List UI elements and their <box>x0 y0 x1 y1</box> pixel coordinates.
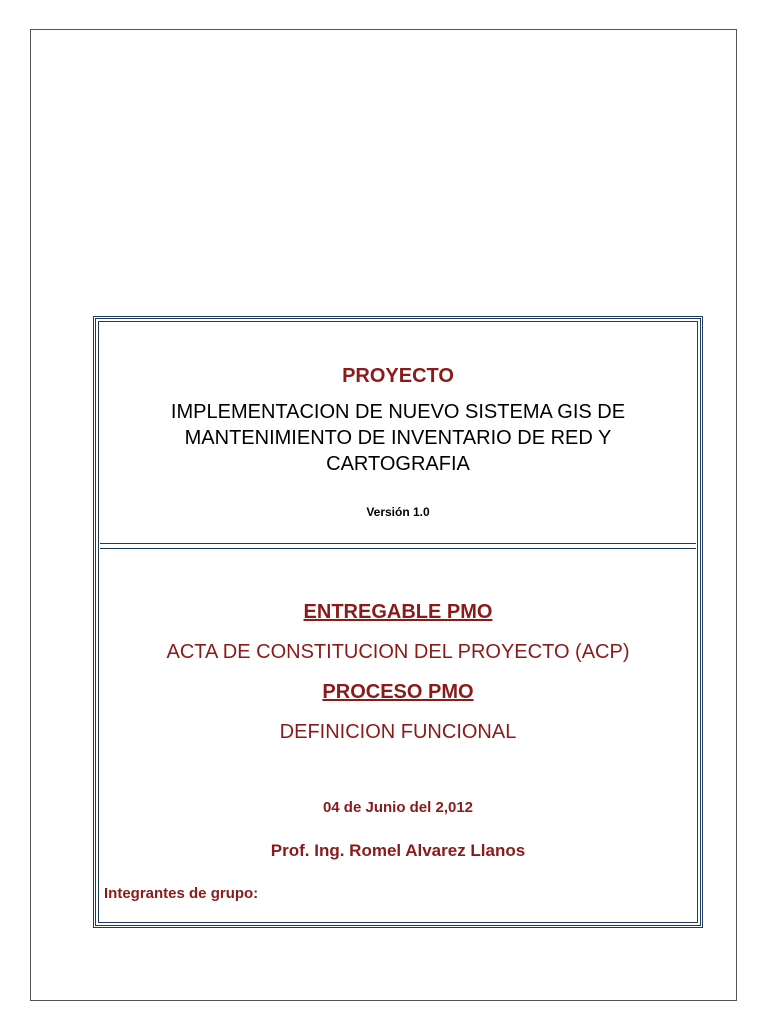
deliverable-block <box>96 601 700 624</box>
project-title <box>96 399 700 477</box>
project-title-line-3: CARTOGRAFIA <box>326 453 470 475</box>
section-divider <box>100 543 696 549</box>
version-block <box>96 505 700 519</box>
deliverable-name: ACTA DE CONSTITUCION DEL PROYECTO (ACP) <box>166 641 630 663</box>
members-label: Integrantes de grupo: <box>104 885 259 902</box>
project-label: PROYECTO <box>342 365 454 387</box>
professor-name: Prof. Ing. Romel Alvarez Llanos <box>270 841 526 860</box>
project-header <box>96 365 700 388</box>
document-date: 04 de Junio del 2,012 <box>322 799 474 816</box>
cover-box <box>93 316 703 928</box>
process-name-block <box>96 721 700 744</box>
process-label: PROCESO PMO <box>322 681 474 703</box>
project-title-line-1: IMPLEMENTACION DE NUEVO SISTEMA GIS DE <box>170 401 626 423</box>
version-label: Versión 1.0 <box>366 505 430 519</box>
project-title-line-2: MANTENIMIENTO DE INVENTARIO DE RED Y <box>184 427 612 449</box>
professor-block <box>96 841 700 861</box>
deliverable-label: ENTREGABLE PMO <box>303 601 493 623</box>
process-block <box>96 681 700 704</box>
deliverable-name-block <box>96 641 700 664</box>
date-block <box>96 799 700 816</box>
process-name: DEFINICION FUNCIONAL <box>279 721 517 743</box>
